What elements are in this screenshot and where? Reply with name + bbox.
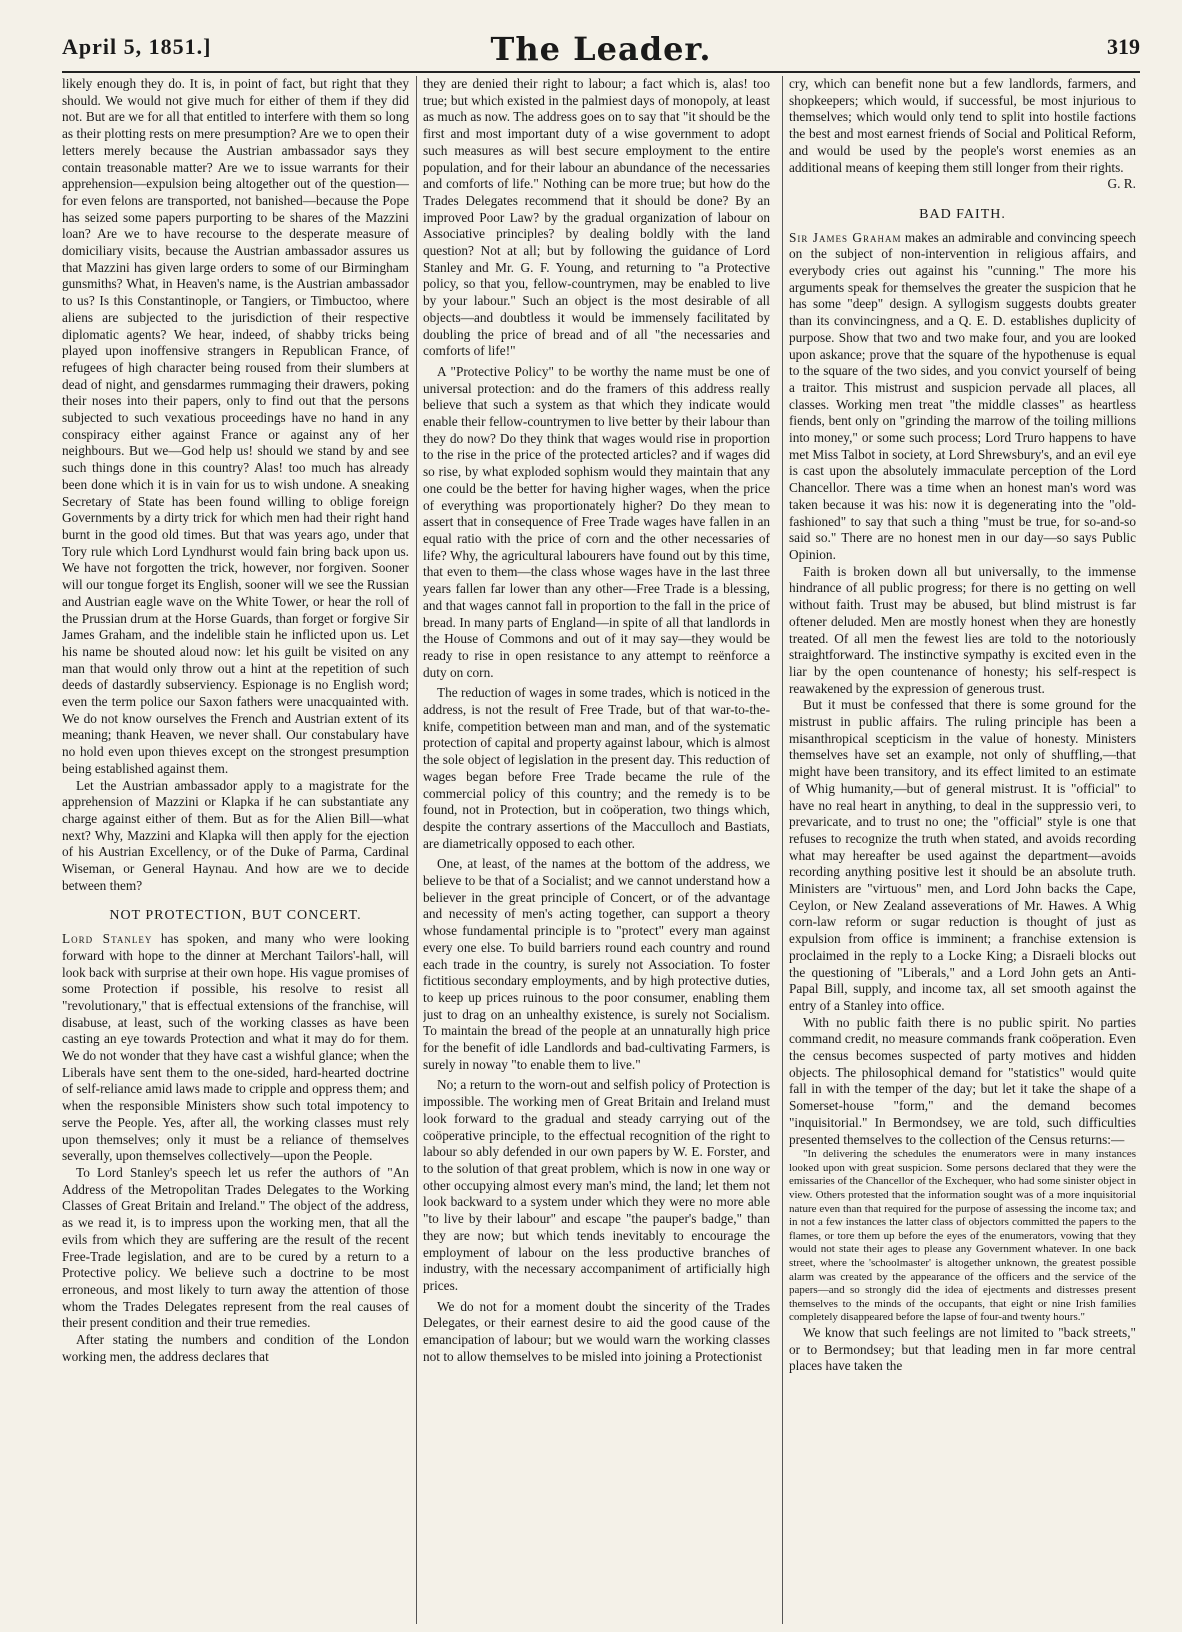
paragraph: they are denied their right to labour; a fact which is, alas! too true; but which existed in the palmiest days of monopoly, at least as much as now. The address goes on to say that "it should be the first and most important duty of a wise government to adopt such measures as will best secure employment to the entire population, and for their labour an abundance of the necessaries and comforts of life." Nothing can be more true; but how do the Trades Delegates recommend that it should be done? By an improved Poor Law? by the gradual organization of labour on Associative principles? by dealing boldly with the land question? Not at all; but by following the guidance of Lord Stanley and Mr. G. F. Young, and returning to "a Protective policy, so that you, fellow-countrymen, may be enabled to live by your labour." Such an object is the most desirable of all objects—and doubtless it would be immensely facilitated by doubling the price of bread and of all "the necessaries and comforts of life!" [423,76,770,359]
census-quote: "In delivering the schedules the enumerators were in many instances looked upon with great suspicion. Some persons declared that they were the emissaries of the Chancellor of the Exchequer, who had some sinister object in view. Others protested that the information sought was of a more inquisitorial nature even than that required for the purpose of assessing the income tax; and in not a few instances the latter class of objectors committed the papers to the flames, or tore them up before the eyes of the enumerators, vowing that they would not state their ages to please any Government whatever. In one back street, where the 'schoolmaster' is altogether unknown, the greatest possible alarm was created by the appearance of the officers and the service of the papers—and so strongly did the idea of ejectments and distresses present themselves to the minds of the occupants, that eight or nine Irish families completely disappeared before the lapse of four-and twenty hours." [789,1148,1136,1324]
paragraph: After stating the numbers and condition of the London working men, the address declares that [62,1332,409,1364]
column-2 [423,76,770,1624]
paragraph [789,230,1136,564]
paragraph: We do not for a moment doubt the sincerity of the Trades Delegates, or their earnest desire to aid the good cause of the emancipation of labour; but we would warn the working classes not to allow themselves to be misled into joining a Protectionist [423,1298,770,1364]
article-heading: NOT PROTECTION, BUT CONCERT. [109,908,362,924]
column-3 [789,76,1136,1624]
paragraph: No; a return to the worn-out and selfish policy of Protection is impossible. The working men of Great Britain and Ireland must look forward to the gradual and steady carrying out of the coöperative principle, to the effectual recognition of the right to labour so ably defended in our own papers by W. E. Forster, and to the solution of that great problem, which is now in one way or other occupying almost every man's mind, the land; let them not look backward to a system under which they were no more able "to live by their labour" and escape "the pauper's badge," than they are now; but which tends inevitably to encourage the employment of labour on the less productive branches of industry, with the necessary accompaniment of artificially high prices. [423,1077,770,1293]
paragraph: We know that such feelings are not limited to "back streets," or to Bermondsey; but that leading men in far more central places have taken the [789,1325,1136,1374]
lead-words: Sir James Graham [789,229,902,245]
paragraph [62,931,409,1165]
paragraph: With no public faith there is no public spirit. No parties command credit, no measure commands frank coöperation. Even the census becomes suspected of party motives and hidden objects. The philosophical demand for "statistics" would quite fall in with the temper of the day; but let it take the shape of a Somerset-house "form," and the demand becomes "inquisitorial." In Bermondsey, we are told, such difficulties presented themselves to the collection of the Census returns:— [789,1014,1136,1147]
column-1 [62,76,409,1624]
paragraph: Faith is broken down all but universally, to the immense hindrance of all public progress; for there is no getting on well without faith. Trust may be abused, but blind mistrust is far oftener deluded. Men are mostly honest when they are honestly treated. Of all men the fewest lies are told to the notoriously straightforward. The instinctive sympathy is excited even in the liar by the open countenance of honesty; his self-respect is reawakened by the expression of generous trust. [789,563,1136,696]
paragraph: cry, which can benefit none but a few landlords, farmers, and shopkeepers; which would, if successful, be most injurious to themselves; which would only tend to split into hostile factions the best and most earnest friends of Social and Political Reform, and would be used by the people's worst enemies as an additional means of keeping them still longer from their rights. [789,76,1136,175]
issue-date: April 5, 1851.] [62,34,212,59]
column-divider [416,76,417,1624]
masthead-title: The Leader. [490,30,712,68]
paragraph: One, at least, of the names at the bottom of the address, we believe to be that of a Socialist; and we cannot understand how a believer in the great principle of Concert, or of the advantage and necessity of men's acting together, can support a theory whose fundamental principle is to "protect" every man against every one else. To build barriers round each country and round each trade in the country, is surely not Association. To foster fictitious secondary employments, and by high protective duties, to keep up prices ruinous to the poor consumer, enabling them just to drag on an unhealthy existence, is surely not Socialism. To maintain the bread of the people at an unnaturally high price for the benefit of idle Landlords and bad-cultivating Farmers, is surely in noway "to enable them to live." [423,856,770,1072]
paragraph: The reduction of wages in some trades, which is noticed in the address, is not the result of Free Trade, but of that war-to-the-knife, competition between man and man, and of the systematic protection of capital and property against labour, which is almost the sole object of legislation in the present day. This reduction of wages began before Free Trade became the rule of the commercial policy of this country; and the remedy is to be found, not in Protection, but in coöperation, two things which, despite the contrary assertions of the Macculloch and Bastiats, are diametrically opposed to each other. [423,685,770,851]
article-heading: BAD FAITH. [919,206,1006,222]
paragraph-text: makes an admirable and convincing speech on the subject of non-intervention in religious affairs, and everybody cries out against his "cunning." The more his arguments speak for themselves the greater the suspicion that he has some "deep" design. A syllogism suggests doubts greater than its convincingness, and a Q. E. D. establishes duplicity of purpose. Show that two and two make four, and you are looked upon askance; prove that the square of the hypothenuse is equal to the square of the two sides, and you convict yourself of being a traitor. This mistrust and suspicion pervade all places, all classes. Working men treat "the middle classes" as heartless fiends, bent only on "grinding the marrow of the toiling millions into money," or some such process; Lord Truro happens to have met Miss Talbot in society, at Lord Shrewsbury's, and an evil eye is cast upon the absolutely immaculate perception of the Lord Chancellor. There was a time when an honest man's word was taken because it was his: now it is degenerating into the "old-fashioned" to say that such a thing "must be true, for so-and-so said so." There are no honest men in our day—so says Public Opinion. [789,229,1136,562]
paragraph: To Lord Stanley's speech let us refer the authors of "An Address of the Metropolitan Trades Delegates to the Working Classes of Great Britain and Ireland." The object of the address, as we read it, is to impress upon the working men, that all the evils from which they are suffering are the result of the recent Free-Trade legislation, and are to be cured by a return to a Protective policy. We believe such a doctrine to be most erroneous, and most likely to turn away the attention of those whom the Trades Delegates represent from the real causes of their present condition and their true remedies. [62,1165,409,1331]
paragraph: Let the Austrian ambassador apply to a magistrate for the apprehension of Mazzini or Klapka if he can substantiate any charge against either of them. But as for the Alien Bill—what next? Why, Mazzini and Klapka will then apply for the ejection of his Austrian Excellency, or of the Duke of Parma, Cardinal Wiseman, or General Haynau. And how are we to decide between them? [62,777,409,893]
page-number: 319 [1107,34,1140,59]
lead-words: Lord Stanley [62,931,153,947]
paragraph: But it must be confessed that there is some ground for the mistrust in public affairs. The ruling principle has been a misanthropical scepticism in the value of honesty. Ministers themselves have set an example, not only of shuffling,—that might have been transitory, and its effect limited to an estimate of Whig humanity,—but of general mistrust. It is "official" to have no real heart in anything, to deal in the suppressio veri, to prevaricate, and to trust no one; the "official" style is one that refuses to recognize the truth when stated, and avoids recording what may hereafter be used against the department—avoids recording anything positive lest it should be an absolute truth. Ministers are "virtuous" men, and Lord John backs the Cape, Ceylon, or New Zealand asseverations of Mr. Hawes. A Whig corn-law reform or sugar reduction is thought of just as expulsion from office is imminent; a franchise extension is proclaimed in the reply to a Locke King; a Disraeli blocks out the questioning of "Liberals," and a Lord John gets an Anti-Papal Bill, supply, and income tax, all set smooth against the entry of a Stanley into office. [789,697,1136,1013]
paragraph-text: has spoken, and many who were looking forward with hope to the dinner at Merchant Tailors'-hall, will look back with surprise at their own hope. His vague promises of some Protection if possible, his resolve to resist all "revolutionary," that is effectual extensions of the franchise, will disabuse, at least, such of the working classes as have been casting an eye towards Protection and what it may do for them. We do not wonder that they have cast a wishful glance; when the Liberals have sent them to the one-sided, hard-hearted doctrine of self-reliance amid laws made to cripple and oppress them; and when the responsible Ministers show such total impotency to serve the People. Yes, after all, the working classes must rely upon themselves; only it must be a reliance of themselves severally, upon themselves collectively—upon the People. [62,931,409,1164]
paragraph: A "Protective Policy" to be worthy the name must be one of universal protection: and do the framers of this address really believe that such a system as that which they indicate would enable their fellow-countrymen to live better by their labour than they do now? Do they think that wages would rise in proportion to the rise in the price of the protected articles? and if wages did so rise, by what exploded sophism would they maintain that any one could be the better for having higher wages, when the price of everything was proportionately higher? Do they mean to assert that in consequence of Free Trade wages have fallen in an equal ratio with the price of corn and the other necessaries of life? Why, the agricultural labourers have found out by this time, that even to them—the class whose wages have in the last three years fallen far lower than any other—Free Trade is a blessing, and that wages cannot fall in proportion to the fall in the price of bread. In many parts of England—in spite of all that landlords in the House of Commons and out of it may say—they would be ready to rise in open resistance to any attempt to reënforce a duty on corn. [423,363,770,680]
paragraph: likely enough they do. It is, in point of fact, but right that they should. We would not give much for either of them if they did not. But are we for all that entitled to interfere with them so long as their plotting rests on mere presumption? Are we to open their letters merely because the Austrian ambassador says they contain treasonable matter? Are we to issue warrants for their apprehension—expulsion being altogether out of the question—for even felons are transported, not banished—because the Pope has seized some papers purporting to be shares of the Mazzini loan? Are we to have recourse to the desperate measure of domiciliary visits, because the Austrian ambassador assures us that Mazzini has given large orders to some of our Birmingham gunsmiths? What, in Heaven's name, is the Austrian ambassador to us? Is this Constantinople, or Tangiers, or Timbuctoo, where aliens are subjected to the jurisdiction of their respective diplomatic agents? We hear, indeed, of shabby tricks being played upon inoffensive strangers in Republican France, of refugees of high character being roused from their slumbers at dead of night, and gensdarmes rummaging their drawers, poking their noses into their papers, only to find out that the persons subjected to such vexatious proceedings have no hand in any conspiracy either against France or against any of her neighbours. But we—God help us! should we stand by and see such things done in this country? Alas! too much has already been done which it is in vain for us to wish undone. A sneaking Secretary of State has been found willing to oblige foreign Governments by a dirty trick for which men had their right hand burnt in the good old times. But that was years ago, under that Tory rule which Lord Lyndhurst would fain bring back upon us. We have not forgotten the trick, however, nor forgiven. Sooner will our tongue forget its English, sooner will we see the Russian and Austrian eagle wave on the White Tower, or hear the roll of the Prussian drum at the Horse Guards, than forget or forgive Sir James Graham, and the indelible stain he inflicted upon us. Let his name be shouted aloud now: let his guilt be visited on any man that would only throw out a hint at the repetition of such deeds of dastardly subserviency. Espionage is no English word; even the term police our Saxon fathers were unacquainted with. We do not know ourselves the French and Austrian extent of its meaning; thank Heaven, we never shall. Our constabulary have no hold even upon thieves except on the strongest presumption being established against them. [62,76,409,776]
column-divider [782,76,783,1624]
header-rule [62,71,1140,73]
author-signature: G. R. [1107,176,1136,192]
